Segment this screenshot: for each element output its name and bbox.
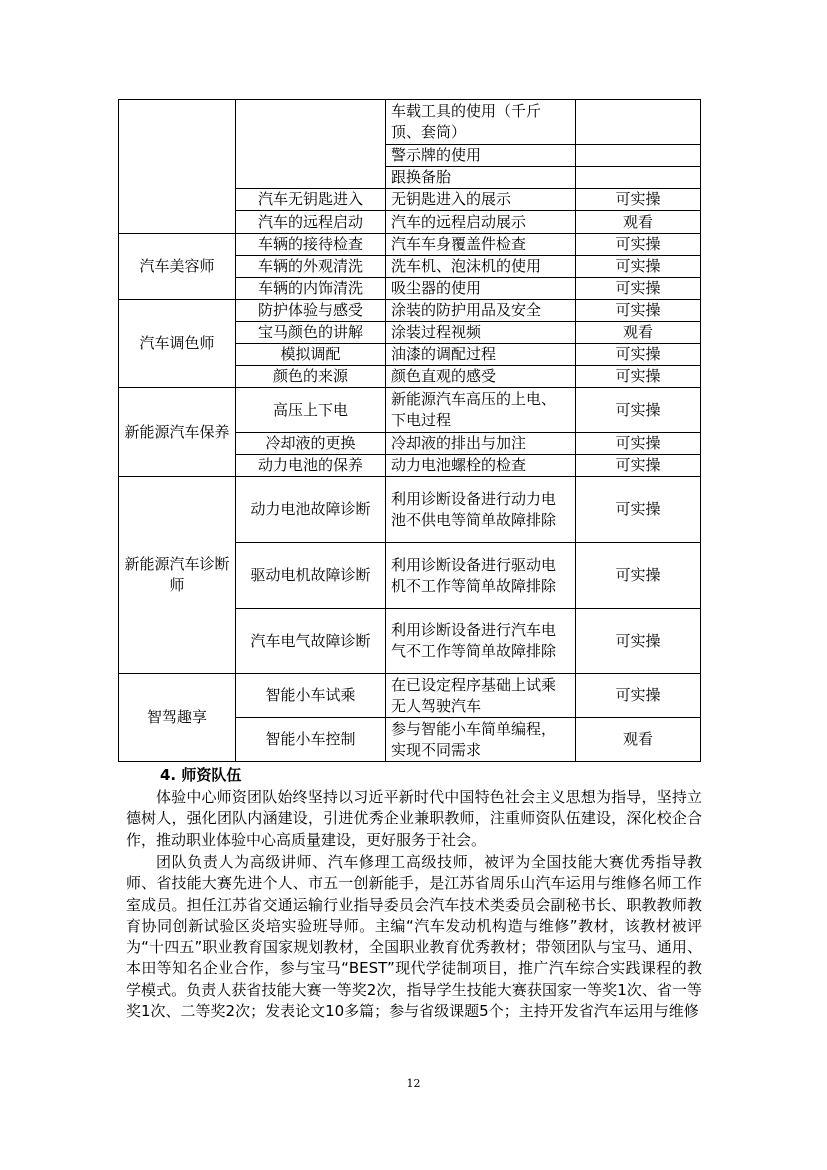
mode-cell xyxy=(576,145,701,167)
table-row xyxy=(119,388,701,433)
paragraph: 体验中心师资团队始终坚持以习近平新时代中国特色社会主义思想为指导，坚持立德树人，强化团队内涵建设，引进优秀企业兼职教师，注重师资队伍建设，深化校企合作，推动职业体验中心高质量建设，更好服务于社会。 xyxy=(126,788,702,849)
project-cell: 汽车的远程启动 xyxy=(236,211,386,234)
category-cell: 智驾趣享 xyxy=(119,674,236,762)
mode-cell: 可实操 xyxy=(576,543,701,609)
project-cell: 模拟调配 xyxy=(236,344,386,366)
mode-cell: 可实操 xyxy=(576,388,701,433)
item-cell: 警示牌的使用 xyxy=(386,145,576,167)
section-heading: 4. 师资队伍 xyxy=(160,766,242,784)
item-cell: 颜色直观的感受 xyxy=(386,366,576,388)
paragraph: 团队负责人为高级讲师、汽车修理工高级技师，被评为全国技能大赛优秀指导教师、省技能大赛先进个人、市五一创新能手，是江苏省周乐山汽车运用与维修名师工作室成员。担任江苏省交通运输行业指导委员会汽车技术类委员会副秘书长、职教教师教育协同创新试验区炎培实验班导师。主编“汽车发动机构造与维修”教材，该教材被评为“十四五”职业教育国家规划教材，全国职业教育优秀教材；带领团队与宝马、通用、本田等知名企业合作，参与宝马“BEST”现代学徒制项目，推广汽车综合实践课程的教学模式。负责人获省技能大赛一等奖2次，指导学生技能大赛获国家一等奖1次、省一等奖1次、二等奖2次；发表论文10多篇；参与省级课题5个；主持开发省汽车运用与维修 xyxy=(126,853,702,1021)
mode-cell: 可实操 xyxy=(576,344,701,366)
item-cell: 吸尘器的使用 xyxy=(386,278,576,300)
project-cell: 智能小车控制 xyxy=(236,718,386,762)
item-cell: 利用诊断设备进行汽车电气不工作等简单故障排除 xyxy=(386,609,576,674)
table-row xyxy=(119,477,701,543)
item-cell: 涂装过程视频 xyxy=(386,322,576,344)
mode-cell: 可实操 xyxy=(576,300,701,322)
mode-cell: 可实操 xyxy=(576,674,701,718)
category-cell-empty xyxy=(119,100,236,234)
project-cell: 动力电池的保养 xyxy=(236,455,386,477)
project-cell: 动力电池故障诊断 xyxy=(236,477,386,543)
mode-cell: 可实操 xyxy=(576,366,701,388)
item-cell: 油漆的调配过程 xyxy=(386,344,576,366)
project-cell: 颜色的来源 xyxy=(236,366,386,388)
mode-cell xyxy=(576,167,701,189)
project-cell: 汽车无钥匙进入 xyxy=(236,189,386,211)
item-cell: 涂装的防护用品及安全 xyxy=(386,300,576,322)
mode-cell: 观看 xyxy=(576,718,701,762)
mode-cell: 观看 xyxy=(576,211,701,234)
item-cell: 利用诊断设备进行动力电池不供电等简单故障排除 xyxy=(386,477,576,543)
project-cell-empty xyxy=(236,100,386,189)
mode-cell: 可实操 xyxy=(576,455,701,477)
project-cell: 高压上下电 xyxy=(236,388,386,433)
mode-cell xyxy=(576,100,701,145)
mode-cell: 观看 xyxy=(576,322,701,344)
table-row xyxy=(119,300,701,322)
category-cell: 新能源汽车保养 xyxy=(119,388,236,477)
item-cell: 动力电池螺栓的检查 xyxy=(386,455,576,477)
page-number: 12 xyxy=(406,1077,421,1090)
project-cell: 智能小车试乘 xyxy=(236,674,386,718)
project-cell: 驱动电机故障诊断 xyxy=(236,543,386,609)
project-cell: 车辆的接待检查 xyxy=(236,234,386,256)
item-cell: 在已设定程序基础上试乘无人驾驶汽车 xyxy=(386,674,576,718)
mode-cell: 可实操 xyxy=(576,189,701,211)
project-cell: 防护体验与感受 xyxy=(236,300,386,322)
table-row xyxy=(119,100,701,145)
item-cell: 汽车的远程启动展示 xyxy=(386,211,576,234)
project-cell: 车辆的外观清洗 xyxy=(236,256,386,278)
mode-cell: 可实操 xyxy=(576,278,701,300)
mode-cell: 可实操 xyxy=(576,256,701,278)
table-row xyxy=(119,234,701,256)
item-cell: 参与智能小车简单编程，实现不同需求 xyxy=(386,718,576,762)
project-cell: 汽车电气故障诊断 xyxy=(236,609,386,674)
category-cell: 新能源汽车诊断师 xyxy=(119,477,236,674)
item-cell: 无钥匙进入的展示 xyxy=(386,189,576,211)
item-cell: 新能源汽车高压的上电、下电过程 xyxy=(386,388,576,433)
item-cell: 跟换备胎 xyxy=(386,167,576,189)
activity-table xyxy=(118,99,701,762)
project-cell: 车辆的内饰清洗 xyxy=(236,278,386,300)
item-cell: 汽车车身覆盖件检查 xyxy=(386,234,576,256)
category-cell: 汽车调色师 xyxy=(119,300,236,388)
mode-cell: 可实操 xyxy=(576,609,701,674)
item-cell: 车载工具的使用（千斤顶、套筒） xyxy=(386,100,576,145)
project-cell: 宝马颜色的讲解 xyxy=(236,322,386,344)
table-row xyxy=(119,674,701,718)
category-cell: 汽车美容师 xyxy=(119,234,236,300)
item-cell: 洗车机、泡沫机的使用 xyxy=(386,256,576,278)
item-cell: 利用诊断设备进行驱动电机不工作等简单故障排除 xyxy=(386,543,576,609)
mode-cell: 可实操 xyxy=(576,234,701,256)
item-cell: 冷却液的排出与加注 xyxy=(386,433,576,455)
mode-cell: 可实操 xyxy=(576,433,701,455)
mode-cell: 可实操 xyxy=(576,477,701,543)
project-cell: 冷却液的更换 xyxy=(236,433,386,455)
